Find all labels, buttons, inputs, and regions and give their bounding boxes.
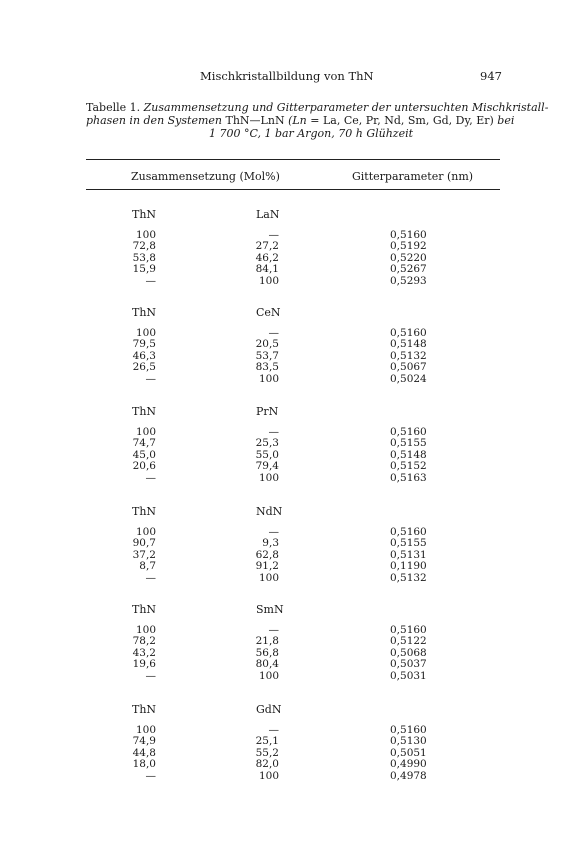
table-row — [0, 759, 576, 770]
caption-line-2 — [86, 114, 515, 127]
table-row — [0, 438, 576, 449]
caption-line-1 — [86, 101, 549, 114]
lnn-mol-percent-cell: 20,5 — [255, 338, 279, 351]
lnn-mol-percent-cell: 62,8 — [255, 548, 279, 561]
lnn-mol-percent-cell: 46,2 — [255, 251, 279, 264]
table-row — [0, 636, 576, 647]
table-label: Tabelle 1. — [86, 101, 141, 114]
lattice-parameter-cell: 0,4978 — [390, 769, 427, 782]
lnn-mol-percent-cell: 100 — [258, 769, 279, 782]
group-rows — [0, 230, 576, 287]
lnn-mol-percent-cell: 25,1 — [255, 735, 279, 748]
group-label-thn: ThN — [132, 306, 157, 319]
lnn-mol-percent-cell: 55,0 — [255, 448, 279, 461]
group-rows — [0, 427, 576, 484]
table-row — [0, 374, 576, 385]
thn-mol-percent-cell: 45,0 — [132, 448, 156, 461]
table-row — [0, 748, 576, 759]
table-row — [0, 648, 576, 659]
table-row — [0, 538, 576, 549]
lnn-mol-percent-cell: 21,8 — [255, 635, 279, 648]
table-row — [0, 339, 576, 350]
lnn-mol-percent-cell: — — [268, 624, 279, 636]
thn-mol-percent-cell: 79,5 — [132, 338, 156, 351]
group-rows — [0, 527, 576, 584]
thn-mol-percent-cell: 100 — [135, 229, 156, 241]
lattice-parameter-cell: 0,5160 — [390, 724, 427, 736]
lattice-parameter-cell: 0,5131 — [390, 548, 427, 561]
group-label-thn: ThN — [132, 703, 157, 716]
lnn-mol-percent-cell: 100 — [258, 669, 279, 682]
thn-mol-percent-cell: 90,7 — [132, 537, 156, 550]
group-label-lnn: LaN — [256, 208, 280, 221]
lnn-mol-percent-cell: — — [268, 327, 279, 339]
table-row — [0, 230, 576, 241]
page-number: 947 — [480, 69, 502, 83]
table-row — [0, 527, 576, 538]
lattice-parameter-cell: 0,5037 — [390, 658, 427, 671]
lattice-parameter-cell: 0,5024 — [390, 372, 427, 385]
table-row — [0, 328, 576, 339]
thn-mol-percent-cell: 15,9 — [132, 263, 156, 276]
lattice-parameter-cell: 0,5068 — [390, 646, 427, 659]
group-label-lnn: PrN — [256, 405, 279, 418]
lnn-mol-percent-cell: 100 — [258, 571, 279, 584]
lattice-parameter-cell: 0,5163 — [390, 471, 427, 484]
lnn-mol-percent-cell: — — [268, 724, 279, 736]
lattice-parameter-cell: 0,5148 — [390, 338, 427, 351]
thn-mol-percent-cell: 100 — [135, 426, 156, 438]
lattice-parameter-cell: 0,5160 — [390, 426, 427, 438]
lnn-mol-percent-cell: 25,3 — [255, 437, 279, 450]
table-row — [0, 573, 576, 584]
table-row — [0, 253, 576, 264]
lattice-parameter-cell: 0,5152 — [390, 460, 427, 473]
lattice-parameter-cell: 0,5130 — [390, 735, 427, 748]
lnn-mol-percent-cell: 55,2 — [255, 746, 279, 759]
lnn-mol-percent-cell: 100 — [258, 372, 279, 385]
lnn-mol-percent-cell: — — [268, 526, 279, 538]
table-row — [0, 725, 576, 736]
lattice-parameter-cell: 0,5220 — [390, 251, 427, 264]
thn-mol-percent-cell: 100 — [135, 724, 156, 736]
thn-mol-percent-cell: — — [145, 571, 156, 584]
lattice-parameter-cell: 0,5160 — [390, 327, 427, 339]
table-row — [0, 264, 576, 275]
thn-mol-percent-cell: 20,6 — [132, 460, 156, 473]
thn-mol-percent-cell: 78,2 — [132, 635, 156, 648]
thn-mol-percent-cell: 74,9 — [132, 735, 156, 748]
table-caption — [86, 101, 549, 140]
lnn-mol-percent-cell: 100 — [258, 471, 279, 484]
lattice-parameter-cell: 0,5132 — [390, 349, 427, 362]
group-rows — [0, 725, 576, 782]
table-top-rule — [86, 159, 500, 160]
lattice-parameter-cell: 0,5148 — [390, 448, 427, 461]
table-row — [0, 351, 576, 362]
caption-text-2a: phasen in den Systemen — [86, 114, 223, 127]
lnn-mol-percent-cell: 84,1 — [255, 263, 279, 276]
caption-text-2b: ThN—LnN — [225, 114, 285, 127]
lattice-parameter-cell: 0,5132 — [390, 571, 427, 584]
thn-mol-percent-cell: 53,8 — [132, 251, 156, 264]
table-row — [0, 550, 576, 561]
thn-mol-percent-cell: 18,0 — [132, 758, 156, 771]
thn-mol-percent-cell: 8,7 — [139, 560, 156, 573]
caption-text-2e: bei — [497, 114, 515, 127]
lnn-mol-percent-cell: 79,4 — [255, 460, 279, 473]
running-title: Mischkristallbildung von ThN — [200, 69, 374, 83]
table-row — [0, 561, 576, 572]
caption-text-2d: = La, Ce, Pr, Nd, Sm, Gd, Dy, Er) — [310, 114, 494, 127]
lnn-mol-percent-cell: 80,4 — [255, 658, 279, 671]
thn-mol-percent-cell: — — [145, 669, 156, 682]
thn-mol-percent-cell: 100 — [135, 624, 156, 636]
lattice-parameter-cell: 0,5067 — [390, 361, 427, 374]
group-rows — [0, 625, 576, 682]
table-row — [0, 736, 576, 747]
group-rows — [0, 328, 576, 385]
column-header-composition: Zusammensetzung (Mol%) — [131, 170, 280, 183]
thn-mol-percent-cell: — — [145, 471, 156, 484]
table-header-rule — [86, 189, 500, 190]
group-label-lnn: NdN — [256, 505, 283, 518]
table-row — [0, 461, 576, 472]
lnn-mol-percent-cell: 53,7 — [255, 349, 279, 362]
lattice-parameter-cell: 0,4990 — [390, 758, 427, 771]
thn-mol-percent-cell: 74,7 — [132, 437, 156, 450]
lattice-parameter-cell: 0,5160 — [390, 526, 427, 538]
lnn-mol-percent-cell: — — [268, 426, 279, 438]
lnn-mol-percent-cell: 56,8 — [255, 646, 279, 659]
lattice-parameter-cell: 0,5031 — [390, 669, 427, 682]
lattice-parameter-cell: 0,5122 — [390, 635, 427, 648]
caption-text-1: Zusammensetzung und Gitterparameter der untersuchten Mischkristall- — [143, 101, 549, 114]
table-row — [0, 362, 576, 373]
group-label-lnn: SmN — [256, 603, 284, 616]
group-label-lnn: CeN — [256, 306, 281, 319]
group-label-thn: ThN — [132, 405, 157, 418]
lnn-mol-percent-cell: 91,2 — [255, 560, 279, 573]
lattice-parameter-cell: 0,5051 — [390, 746, 427, 759]
group-label-thn: ThN — [132, 208, 157, 221]
thn-mol-percent-cell: — — [145, 769, 156, 782]
lattice-parameter-cell: 0,5160 — [390, 624, 427, 636]
lnn-mol-percent-cell: 9,3 — [262, 537, 279, 550]
thn-mol-percent-cell: 72,8 — [132, 240, 156, 253]
thn-mol-percent-cell: 43,2 — [132, 646, 156, 659]
table-row — [0, 276, 576, 287]
lattice-parameter-cell: 0,5155 — [390, 437, 427, 450]
thn-mol-percent-cell: 100 — [135, 327, 156, 339]
table-row — [0, 659, 576, 670]
table-row — [0, 450, 576, 461]
lattice-parameter-cell: 0,1190 — [390, 560, 427, 573]
lnn-mol-percent-cell: 82,0 — [255, 758, 279, 771]
table-row — [0, 625, 576, 636]
caption-line-3: 1 700 °C, 1 bar Argon, 70 h Glühzeit — [208, 127, 414, 140]
lattice-parameter-cell: 0,5155 — [390, 537, 427, 550]
lattice-parameter-cell: 0,5192 — [390, 240, 427, 253]
running-header — [0, 69, 576, 85]
thn-mol-percent-cell: — — [145, 274, 156, 287]
lnn-mol-percent-cell: 27,2 — [255, 240, 279, 253]
lattice-parameter-cell: 0,5267 — [390, 263, 427, 276]
lnn-mol-percent-cell: 100 — [258, 274, 279, 287]
table-row — [0, 241, 576, 252]
group-label-thn: ThN — [132, 603, 157, 616]
caption-text-2c: (Ln — [288, 114, 307, 127]
column-header-lattice: Gitterparameter (nm) — [352, 170, 474, 183]
thn-mol-percent-cell: 37,2 — [132, 548, 156, 561]
thn-mol-percent-cell: — — [145, 372, 156, 385]
thn-mol-percent-cell: 44,8 — [132, 746, 156, 759]
thn-mol-percent-cell: 46,3 — [132, 349, 156, 362]
table-row — [0, 427, 576, 438]
thn-mol-percent-cell: 100 — [135, 526, 156, 538]
lnn-mol-percent-cell: — — [268, 229, 279, 241]
table-row — [0, 771, 576, 782]
lattice-parameter-cell: 0,5160 — [390, 229, 427, 241]
lnn-mol-percent-cell: 83,5 — [255, 361, 279, 374]
group-label-thn: ThN — [132, 505, 157, 518]
table-row — [0, 473, 576, 484]
lattice-parameter-cell: 0,5293 — [390, 274, 427, 287]
group-label-lnn: GdN — [256, 703, 282, 716]
thn-mol-percent-cell: 26,5 — [132, 361, 156, 374]
table-row — [0, 671, 576, 682]
thn-mol-percent-cell: 19,6 — [132, 658, 156, 671]
